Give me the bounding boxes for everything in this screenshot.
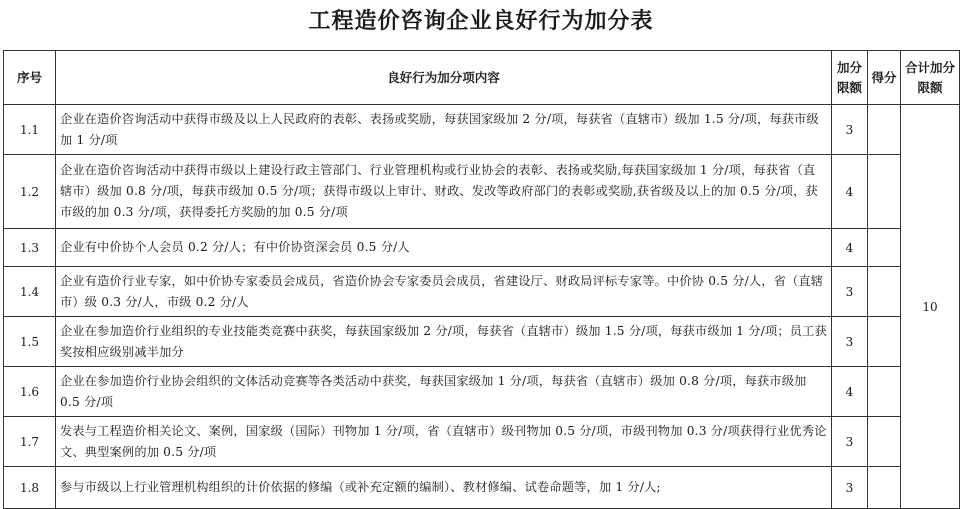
- header-total: 合计加分限额: [901, 51, 960, 105]
- row-score[interactable]: [868, 155, 901, 229]
- row-limit: 4: [832, 229, 868, 267]
- table-row: [4, 267, 960, 317]
- header-score: 得分: [868, 51, 901, 105]
- row-score[interactable]: [868, 467, 901, 509]
- row-limit: 3: [832, 317, 868, 367]
- row-limit: 3: [832, 267, 868, 317]
- header-content: 良好行为加分项内容: [56, 51, 832, 105]
- table-row: [4, 467, 960, 509]
- total-limit: 10: [901, 105, 960, 509]
- table-row: [4, 229, 960, 267]
- table-header-row: [4, 51, 960, 105]
- row-score[interactable]: [868, 105, 901, 155]
- row-content: 企业在造价咨询活动中获得市级以上建设行政主管部门、行业管理机构或行业协会的表彰、表扬或奖励,每获国家级加 1 分/项，每获省（直辖市）级加 0.8 分/项，每获市级加 0.5 分/项；获得市级以上审计、财政、发改等政府部门的表彰或奖励,获省级及以上的加 0.5 分/项，获市级的加 0.3 分/项，获得委托方奖励的加 0.5 分/项: [56, 155, 832, 229]
- row-score[interactable]: [868, 317, 901, 367]
- row-seq: 1.1: [4, 105, 56, 155]
- header-limit: 加分限额: [832, 51, 868, 105]
- row-content: 企业在参加造价行业组织的专业技能类竞赛中获奖，每获国家级加 2 分/项，每获省（直辖市）级加 1.5 分/项，每获市级加 1 分/项；员工获奖按相应级别减半加分: [56, 317, 832, 367]
- table-row: [4, 367, 960, 417]
- table-row: [4, 417, 960, 467]
- table-row: [4, 155, 960, 229]
- table-row: [4, 105, 960, 155]
- header-seq: 序号: [4, 51, 56, 105]
- document-title: 工程造价咨询企业良好行为加分表: [308, 9, 654, 34]
- row-score[interactable]: [868, 367, 901, 417]
- row-limit: 4: [832, 367, 868, 417]
- row-seq: 1.6: [4, 367, 56, 417]
- table-row: [4, 317, 960, 367]
- row-seq: 1.8: [4, 467, 56, 509]
- row-score[interactable]: [868, 229, 901, 267]
- row-content: 企业在造价咨询活动中获得市级及以上人民政府的表彰、表扬或奖励，每获国家级加 2 分/项，每获省（直辖市）级加 1.5 分/项，每获市级加 1 分/项: [56, 105, 832, 155]
- row-content: 企业有中价协个人会员 0.2 分/人；有中价协资深会员 0.5 分/人: [56, 229, 832, 267]
- row-score[interactable]: [868, 417, 901, 467]
- row-seq: 1.7: [4, 417, 56, 467]
- row-seq: 1.2: [4, 155, 56, 229]
- row-limit: 3: [832, 417, 868, 467]
- row-content: 企业有造价行业专家，如中价协专家委员会成员，省造价协会专家委员会成员，省建设厅、财政局评标专家等。中价协 0.5 分/人，省（直辖市）级 0.3 分/人，市级 0.2 分/人: [56, 267, 832, 317]
- row-seq: 1.3: [4, 229, 56, 267]
- row-score[interactable]: [868, 267, 901, 317]
- bonus-score-table: [3, 50, 960, 509]
- row-seq: 1.4: [4, 267, 56, 317]
- row-content: 参与市级以上行业管理机构组织的计价依据的修编（或补充定额的编制）、教材修编、试卷命题等，加 1 分/人;: [56, 467, 832, 509]
- row-limit: 3: [832, 467, 868, 509]
- row-limit: 4: [832, 155, 868, 229]
- row-seq: 1.5: [4, 317, 56, 367]
- row-limit: 3: [832, 105, 868, 155]
- row-content: 企业在参加造价行业协会组织的文体活动竞赛等各类活动中获奖，每获国家级加 1 分/项，每获省（直辖市）级加 0.8 分/项，每获市级加 0.5 分/项: [56, 367, 832, 417]
- row-content: 发表与工程造价相关论文、案例，国家级（国际）刊物加 1 分/项，省（直辖市）级刊物加 0.5 分/项，市级刊物加 0.3 分/项获得行业优秀论文、典型案例的加 0.5 分/项: [56, 417, 832, 467]
